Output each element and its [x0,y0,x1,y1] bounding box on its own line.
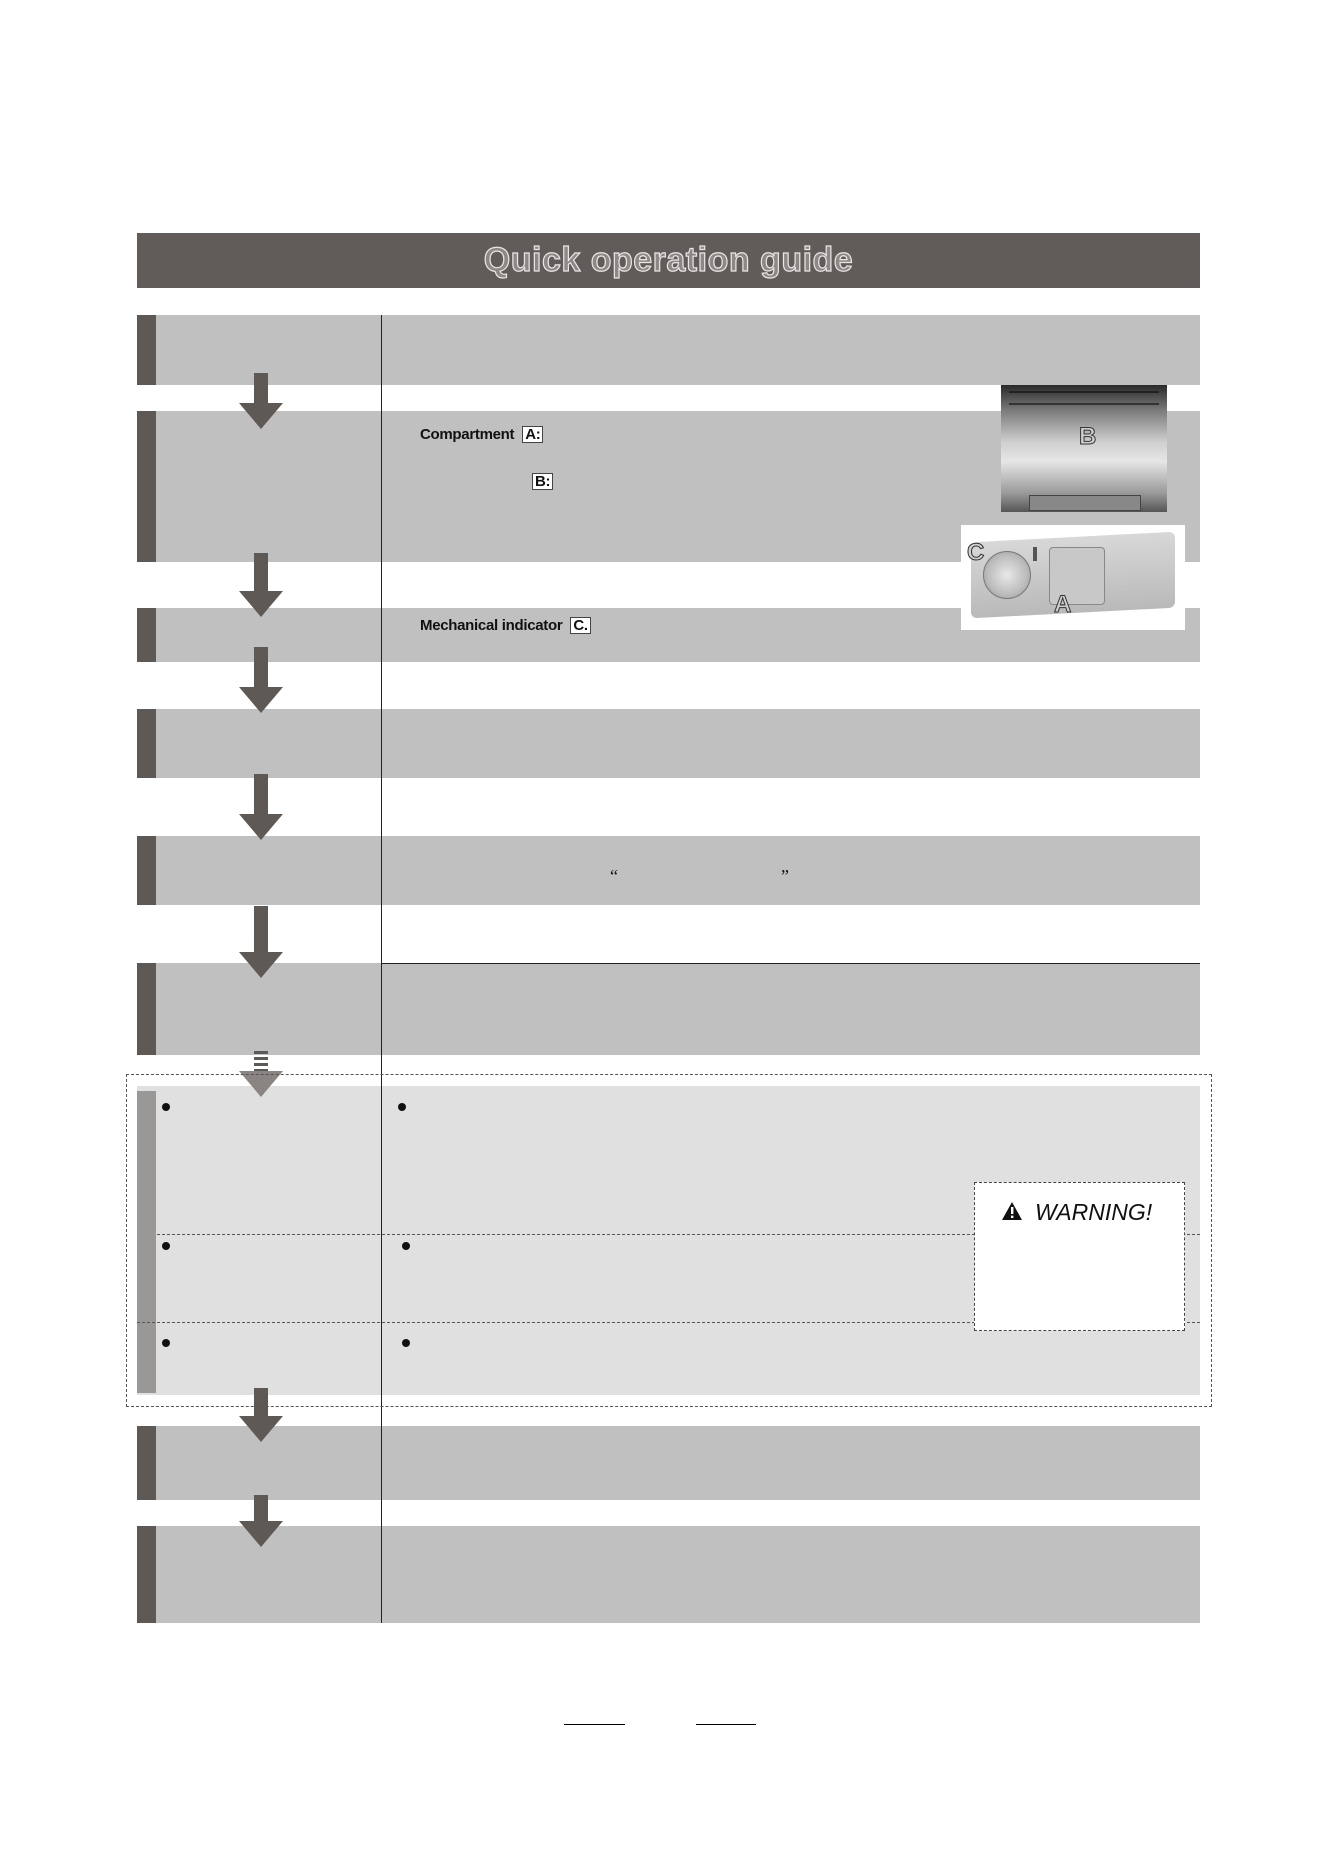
key-a-label: A: [522,426,543,443]
down-arrow-icon [239,647,283,713]
bullet [162,1103,170,1111]
step-row-5 [137,836,1200,905]
quote-close: ” [781,866,789,886]
mechanical-indicator-label [420,617,591,634]
step-accent-8 [137,1426,156,1500]
step-accent-1 [137,315,156,385]
step-accent-6 [137,963,156,1055]
down-arrow-icon [239,774,283,840]
dishwasher-interior-photo [1001,385,1167,512]
down-arrow-icon [239,1495,283,1547]
step-accent-5 [137,836,156,905]
compartment-text: Compartment [420,426,515,443]
compartment-label [420,426,543,443]
bullet [402,1242,410,1250]
down-arrow-icon [239,906,283,978]
key-b-label: B: [532,473,553,490]
step-row-1 [137,315,1200,385]
dispenser-tray-shape [1029,495,1141,511]
photo-letter-a: A [1054,591,1072,618]
bullet [162,1242,170,1250]
page-title: Quick operation guide [483,241,854,279]
step-accent-2 [137,411,156,562]
title-banner [137,233,1200,288]
indicator-slot [1033,547,1037,561]
detergent-dispenser-photo [961,525,1185,630]
down-arrow-icon [239,553,283,617]
step-accent-9 [137,1526,156,1623]
footer-underline-1 [564,1724,625,1725]
step-row-9 [137,1526,1200,1623]
step-accent-3 [137,608,156,662]
step-row-6 [137,963,1200,1055]
mechanical-indicator-text: Mechanical indicator [420,617,563,634]
rack-shape [1009,391,1159,405]
step-accent-4 [137,709,156,778]
photo-letter-b: B [1079,423,1097,450]
bullet [398,1103,406,1111]
photo-letter-c: C [967,539,985,566]
step-row-8 [137,1426,1200,1500]
bullet [162,1339,170,1347]
step-row-4 [137,709,1200,778]
warning-title: WARNING! [1035,1199,1153,1225]
warning-icon [1001,1201,1023,1221]
down-arrow-icon [239,373,283,429]
bullet [402,1339,410,1347]
quote-open: “ [610,866,618,886]
column-divider [381,315,382,1623]
compartment-b-label [524,473,553,490]
footer-underline-2 [696,1724,756,1725]
key-c-label: C. [570,617,590,634]
rinse-aid-dial [983,551,1031,599]
grip-icon [254,1051,268,1071]
row-divider [381,963,1200,964]
warning-box [974,1182,1185,1331]
